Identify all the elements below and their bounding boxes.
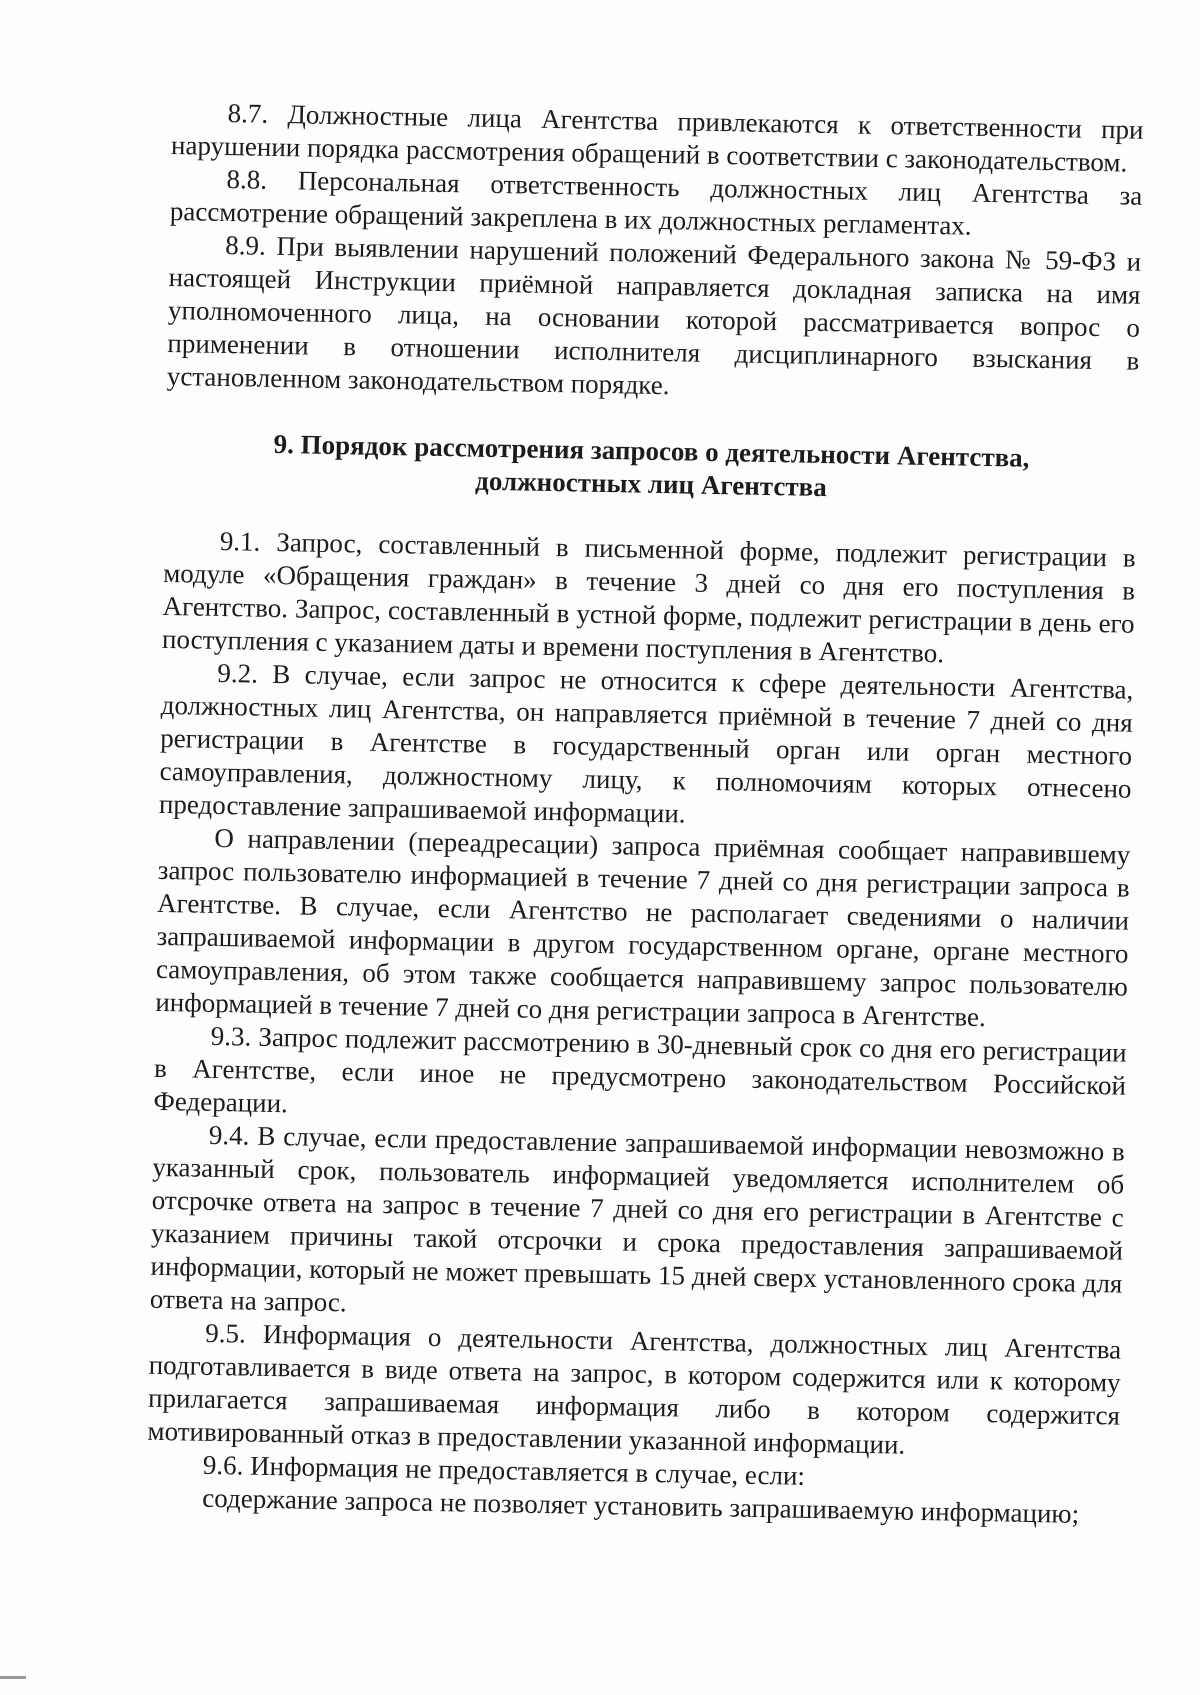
paragraph-9-2-redirect: О направлении (переадресации) запроса приёмная сообщает направившему запрос пользователю информацией в течение 7 дней со дня регистрации запроса в Агентстве. В случае, если Агентство не располагает сведениями о наличии запрашиваемой информации в другом государственном органе, органе местного самоуправления, об этом также сообщается направившему запрос пользователю информацией в течение 7 дней со дня регистрации запроса в Агентстве. <box>155 822 1131 1033</box>
section-9-heading-line-2: должностных лиц Агентства <box>474 465 828 503</box>
paragraph-9-5: 9.5. Информация о деятельности Агентства, должностных лиц Агентства подготавливается в виде ответа на запрос, в котором содержится или к которому прилагается запрашиваемая информация либо в котором содержится мотивированный отказ в предоставлении указанной информации. <box>147 1317 1122 1460</box>
paragraph-8-9: 8.9. При выявлении нарушений положений Федерального закона № 59-ФЗ и настоящей Инструкции приёмной направляется докладная записка на имя уполномоченного лица, на основании которой рассматривается вопрос о применении в отношении исполнителя дисциплинарного взыскания в установленном законодательством порядке. <box>166 230 1142 401</box>
paragraph-8-7: 8.7. Должностные лица Агентства привлекаются к ответственности при нарушении порядка рассмотрения обращений в соответствии с законодательством. <box>170 98 1144 178</box>
paragraph-9-6: 9.6. Информация не предоставляется в случае, если: <box>202 1449 806 1491</box>
paragraph-9-2: 9.2. В случае, если запрос не относится к сфере деятельности Агентства, должностных лиц Агентства, он направляется приёмной в течение 7 дней со дня регистрации в Агентстве в государственный орган или орган местного самоуправления, должностному лицу, к полномочиям которых отнесено предоставление запрашиваемой информации. <box>158 657 1134 829</box>
section-9-heading <box>165 426 1138 510</box>
paragraph-9-4: 9.4. В случае, если предоставление запрашиваемой информации невозможно в указанный срок, пользователь информацией уведомляется исполнителем об отсрочке ответа на запрос в течение 7 дней со дня его регистрации в Агентстве с указанием причины такой отсрочки и срока предоставления запрашиваемой информации, который не может превышать 15 дней сверх установленного срока для ответа на запрос. <box>149 1119 1126 1318</box>
section-9-heading-line-1: 9. Порядок рассмотрения запросов о деятельности Агентства, <box>273 428 1030 473</box>
paragraph-9-1: 9.1. Запрос, составленный в письменной форме, подлежит регистрации в модуле «Обращения граждан» в течение 3 дней со дня его поступления в Агентство. Запрос, составленный в устной форме, подлежит регистрации в день его поступления с указанием даты и времени поступления в Агентство. <box>161 525 1136 669</box>
paragraph-9-3: 9.3. Запрос подлежит рассмотрению в 30-дневный срок со дня его регистрации в Агентстве, если иное не предусмотрено законодательством Российской Федерации. <box>153 1020 1127 1119</box>
paragraph-9-6-item: содержание запроса не позволяет установить запрашиваемую информацию; <box>202 1482 1080 1529</box>
scan-edge-mark <box>0 1676 26 1679</box>
paragraph-8-8: 8.8. Персональная ответственность должностных лиц Агентства за рассмотрение обращений закреплена в их должностных регламентах. <box>169 164 1143 241</box>
document-body <box>146 96 1144 1532</box>
